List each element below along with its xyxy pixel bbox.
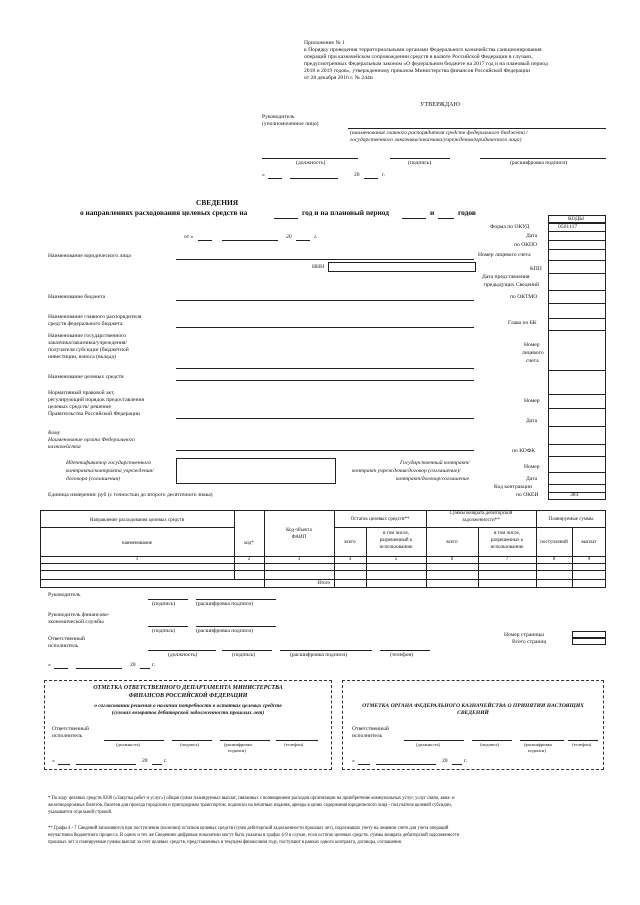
- mark-left-date-g: г.: [164, 758, 168, 764]
- mark-left-position-line[interactable]: [104, 740, 164, 741]
- main-manager-label: Наименование главного распорядителя: [48, 314, 142, 320]
- mark-left-month-line[interactable]: [76, 764, 136, 765]
- mark-left-resp: исполнитель: [52, 733, 83, 739]
- mark-right-title: ОТМЕТКА ОРГАНА ФЕДЕРАЛЬНОГО КАЗНАЧЕЙСТВА О ПРИНЯТИИ НАСТОЯЩИХ: [362, 703, 584, 709]
- customer-label: заказчика/заказчика/учреждения/: [48, 340, 127, 346]
- legal-act-label: регулирующий порядок предоставления: [48, 397, 145, 403]
- day-line[interactable]: [198, 240, 212, 241]
- th-code: код*: [244, 541, 254, 546]
- approve-decode-hint: (расшифровка подписи): [510, 160, 568, 166]
- mark-right-box: [342, 680, 604, 770]
- th-incl2: в том числе,: [494, 531, 520, 536]
- sign-head-label: Руководитель: [48, 592, 81, 598]
- okei-label: по ОКЕИ: [516, 492, 539, 498]
- mark-left-decode-line[interactable]: [220, 740, 270, 741]
- legal-act-label: Правительства Российской Федерации: [48, 411, 140, 417]
- okud-label: Форма по ОКУД: [490, 224, 530, 230]
- approve-head-label: Руководитель: [262, 114, 295, 120]
- prev-date-label: предыдущих Сведений: [484, 282, 540, 288]
- date-ot: от «: [184, 234, 194, 240]
- mark-left-title: ФИНАНСОВ РОССИЙСКОЙ ФЕДЕРАЦИИ: [128, 693, 248, 699]
- pages-total-field[interactable]: [572, 638, 606, 645]
- sign-date-20: 20: [130, 662, 136, 668]
- mark-left-sign-line[interactable]: [172, 740, 212, 741]
- col-num: 3: [297, 557, 301, 562]
- fin-label: Руководитель финансово-: [48, 612, 110, 618]
- pages-total-label: Всего страниц: [512, 639, 547, 645]
- mark-right-decode: (расшифровка: [524, 742, 552, 747]
- resp-label: исполнитель: [48, 643, 79, 649]
- approve-org-line[interactable]: [348, 128, 606, 129]
- target-name-label: Наименование целевых средств: [48, 374, 124, 380]
- kpp-label: КПП: [530, 266, 542, 272]
- resp-label: Ответственный: [48, 636, 85, 642]
- whom-label: Кому: [48, 430, 61, 436]
- id-label: Идентификатор государственного: [66, 460, 152, 466]
- approve-title: УТВЕРЖДАЮ: [420, 101, 460, 108]
- th-faip: Код объекта: [286, 528, 312, 533]
- footnote-1: * По коду целевых средств 0200 («Закупка работ и услуг») общая сумма планируемых выплат, связанных с возмещением расходов организации на приобретение коммунальных услуг, услуг связи, авиа- и: [48, 796, 455, 801]
- mark-left-position: (должность): [116, 742, 141, 747]
- legal-act-label: целевых средств/ решение: [48, 404, 111, 410]
- approve-sign-line[interactable]: [390, 158, 450, 159]
- th-sum-return: задолженности**: [462, 518, 500, 523]
- sign-head-line[interactable]: [148, 599, 188, 600]
- date-20: 20: [286, 234, 292, 240]
- col-num: 2: [247, 557, 251, 562]
- approve-date-quote: «: [262, 172, 265, 178]
- col-num: 1: [135, 557, 139, 562]
- mark-left-phone-line[interactable]: [276, 740, 318, 741]
- sign-year-line[interactable]: [140, 668, 150, 669]
- th-income: поступлений: [540, 540, 568, 545]
- mark-left-decode: подписи): [228, 748, 246, 753]
- resp-decode-line[interactable]: [280, 650, 372, 651]
- gos-label: контракт/договор/соглашение: [396, 476, 470, 482]
- approve-decode-line[interactable]: [480, 158, 606, 159]
- sign-day-line[interactable]: [54, 668, 68, 669]
- mark-right-year-line[interactable]: [452, 764, 462, 765]
- fin-label: экономической службы: [48, 619, 104, 625]
- account2-label: счета: [526, 358, 539, 364]
- id-label: договора (соглашения): [66, 476, 120, 482]
- id-label: контракта/контракта учреждения/: [66, 468, 154, 474]
- col-num: 6: [450, 557, 454, 562]
- customer-line[interactable]: [176, 368, 474, 369]
- doc-title: СВЕДЕНИЯ: [196, 198, 239, 207]
- th-sum-return: Суммы возврата дебиторской: [449, 511, 513, 516]
- th-faip: ФАИП: [291, 535, 307, 540]
- resp-position-line[interactable]: [148, 650, 216, 651]
- approve-sign-hint: (подпись): [408, 160, 432, 166]
- mark-left-sign: (подпись): [180, 742, 200, 747]
- whom-line[interactable]: [176, 450, 474, 451]
- th-payments: выплат: [581, 540, 597, 545]
- mark-right-resp: исполнитель: [352, 733, 383, 739]
- main-manager-label: средств федерального бюджета: [48, 321, 123, 327]
- phone-hint: (телефон): [390, 652, 414, 658]
- budget-name-label: Наименование бюджета: [48, 294, 106, 300]
- appendix-line: к Порядку проведения территориальными органами Федерального казначейства санкционирования: [304, 47, 542, 53]
- mark-right-sign-line[interactable]: [472, 740, 512, 741]
- customer-label: инвестиции, взноса (вклада): [48, 354, 116, 360]
- id-field[interactable]: [176, 458, 336, 484]
- sign-date-g: г.: [152, 662, 156, 668]
- footnote-2: неучастника бюджетного процесса. В одних и тех же Сведениях цифровые показатели могут быть указаны в графах 4-9 в случае, если остаток целевых средств, суммы возврата дебиторской задолженности: [48, 833, 460, 838]
- date-g: г.: [314, 234, 318, 240]
- mark-left-year-line[interactable]: [152, 764, 162, 765]
- mark-right-decode-line[interactable]: [520, 740, 564, 741]
- year-line[interactable]: [402, 218, 426, 219]
- appendix-title: Приложение № 1: [304, 40, 345, 46]
- doc-subtitle: год и на плановый период: [302, 208, 390, 217]
- th-planned: Планируемые суммы: [548, 517, 594, 522]
- page-num-field[interactable]: [572, 631, 606, 638]
- th-incl: в том числе,: [383, 531, 409, 536]
- nomer2-label: Номер: [524, 464, 540, 470]
- account-label: Номер лицевого счета: [478, 252, 531, 258]
- th-total2: всего: [446, 540, 458, 545]
- mark-right-decode: подписи): [528, 748, 546, 753]
- mark-right-resp: Ответственный: [352, 726, 389, 732]
- footnote-1: указывается отдельной строкой.: [48, 810, 113, 815]
- mark-left-sub: о согласовании решения о наличии потребности в остатках целевых средств: [94, 703, 282, 709]
- codes-header: КОДЫ: [568, 216, 585, 222]
- th-incl: использованию: [379, 545, 413, 550]
- glava-label: Глава по БК: [508, 320, 537, 326]
- mark-right-date-g: г.: [464, 758, 468, 764]
- mark-left-sub: (суммах возвратов дебиторской задолженности прошлых лет): [111, 710, 265, 716]
- gos-label: контракт учреждения/договор (соглашение)/: [352, 468, 461, 474]
- data2-label: Дата: [526, 476, 538, 482]
- approve-position-hint: (должность): [296, 160, 326, 166]
- customer-label: получателя субсидии (бюджетной: [48, 347, 129, 353]
- sign-hint: (подпись): [232, 652, 256, 658]
- decode-hint: (расшифровка подписи): [196, 601, 254, 607]
- mark-left-date-quote: «: [52, 758, 55, 764]
- mark-left-resp: Ответственный: [52, 726, 89, 732]
- mark-right-phone: (телефон): [572, 742, 592, 747]
- col-num: 5: [394, 557, 398, 562]
- th-incl2: разрешенных к: [490, 538, 524, 543]
- th-direction: Направление расходования целевых средств: [89, 518, 185, 523]
- footnote-2: ** Графы 4 - 7 Сведений заполняются при поступлении (наличии) остатков целевых средств (сумм дебиторской задолженности прошлых лет), подлежащих учету на лицевом счете для учета операций: [48, 826, 449, 831]
- month-line[interactable]: [222, 240, 278, 241]
- okud-value: 0501117: [558, 224, 578, 230]
- doc-subtitle: годов: [458, 208, 476, 217]
- approve-month-line[interactable]: [290, 178, 338, 179]
- sign-head-decode-line[interactable]: [196, 599, 276, 600]
- decode-hint: (расшифровка подписи): [290, 652, 348, 658]
- account2-label: лицевого: [522, 350, 544, 356]
- approve-day-line[interactable]: [268, 178, 282, 179]
- contract-code-label: Код контракции: [494, 484, 533, 490]
- mark-right-position-line[interactable]: [404, 740, 464, 741]
- customer-label: Наименование государственного: [48, 333, 127, 339]
- decode-hint: (расшифровка подписи): [196, 628, 254, 634]
- mark-right-month-line[interactable]: [376, 764, 436, 765]
- codes-column: [548, 223, 606, 500]
- footnote-1: железнодорожных билетов, билетов для проезда городским и пригородным транспортом, подписки на печатные издания, аренды в целях содержания юридического лица - получателя целевой субсидии,: [48, 803, 452, 808]
- inn-field[interactable]: [328, 262, 476, 272]
- prev-date-label: Дата представления: [482, 274, 530, 280]
- sign-date-quote: «: [48, 662, 51, 668]
- th-rest: Остаток целевых средств**: [350, 517, 410, 522]
- mark-left-day-line[interactable]: [58, 764, 70, 765]
- doc-subtitle: и: [430, 208, 435, 217]
- mark-right-date-20: 20: [442, 758, 448, 764]
- legal-name-label: Наименование юридического лица: [48, 253, 131, 259]
- position-hint: (должность): [168, 652, 198, 658]
- mark-left-date-20: 20: [142, 758, 148, 764]
- doc-subtitle: о направлениях расходования целевых средств на: [80, 208, 248, 217]
- appendix-line: предусмотренных Федеральным законом «О федеральном бюджете на 2017 год и на плановый период: [304, 61, 548, 67]
- total-label: Итого: [317, 581, 330, 586]
- appendix-line: от 28 декабря 2016 г. № 244н: [304, 75, 373, 81]
- appendix-line: 2018 и 2019 годов», утвержденному приказом Министерства финансов Российской Федерации: [304, 68, 530, 74]
- year-line[interactable]: [296, 240, 310, 241]
- col-num: 9: [587, 557, 591, 562]
- th-incl2: использованию: [490, 545, 524, 550]
- account2-label: Номер: [524, 342, 540, 348]
- inn-label: ИНН: [312, 264, 325, 270]
- target-name-line[interactable]: [176, 380, 474, 381]
- sign-month-line[interactable]: [76, 668, 122, 669]
- mark-left-phone: (телефон): [284, 742, 304, 747]
- okpo-label: по ОКПО: [514, 242, 538, 248]
- hofk-label: по КОФК: [512, 448, 536, 454]
- mark-right-title: СВЕДЕНИЙ: [457, 710, 489, 716]
- approve-year-line[interactable]: [364, 178, 378, 179]
- unit-label: Единица измерения: руб (с точностью до второго десятичного знака): [48, 492, 213, 498]
- whom-label: Наименование органа Федерального: [48, 437, 135, 443]
- mark-right-day-line[interactable]: [358, 764, 370, 765]
- year-line[interactable]: [438, 218, 454, 219]
- th-name: наименование: [121, 541, 153, 546]
- resp-sign-line[interactable]: [222, 650, 272, 651]
- legal-name-line[interactable]: [176, 259, 474, 260]
- mark-right-phone-line[interactable]: [568, 740, 598, 741]
- data-label: Дата: [526, 418, 538, 424]
- fin-decode-line[interactable]: [196, 626, 276, 627]
- approve-org-hint: (наименование главного распорядителя средств федерального бюджета /: [350, 130, 528, 136]
- page-num-label: Номер страницы: [504, 632, 544, 638]
- col-num: 8: [552, 557, 556, 562]
- nomer-label: Номер: [524, 398, 540, 404]
- resp-phone-line[interactable]: [380, 650, 430, 651]
- date-label: Дата: [526, 233, 538, 239]
- mark-right-sign: (подпись): [480, 742, 500, 747]
- okei-value: 383: [570, 492, 579, 498]
- appendix-line: операций при казначейском сопровождении средств в валюте Российской Федерации в случаях,: [304, 54, 534, 60]
- budget-name-line[interactable]: [176, 300, 474, 301]
- year-line[interactable]: [274, 218, 298, 219]
- approve-head-hint: (уполномоченное лицо): [262, 121, 319, 127]
- approve-date-year: 20: [354, 172, 360, 178]
- mark-left-title: ОТМЕТКА ОТВЕТСТВЕННОГО ДЕПАРТАМЕНТА МИНИСТЕРСТВА: [93, 685, 283, 691]
- approve-org-hint: государственного заказчика/заказчика/учреждения/юридического лица): [350, 137, 522, 143]
- sign-hint: (подпись): [152, 601, 176, 607]
- mark-right-date-quote: «: [352, 758, 355, 764]
- th-total: всего: [344, 540, 356, 545]
- gos-label: Государственный контракт/: [400, 460, 470, 466]
- approve-position-line[interactable]: [262, 158, 358, 159]
- whom-label: казначейства: [48, 444, 81, 450]
- approve-date-g: г.: [382, 172, 386, 178]
- mark-left-decode: (расшифровка: [224, 742, 252, 747]
- sign-hint: (подпись): [152, 628, 176, 634]
- footnote-2: прошлых лет и планируемые суммы выплат за счет целевых средств, представленных в текущем финансовом году, поступают в рамках одного контракта, договора, соглашения.: [48, 840, 402, 845]
- col-num: 7: [505, 557, 509, 562]
- col-num: 4: [348, 557, 352, 562]
- mark-right-position: (должность): [416, 742, 441, 747]
- main-manager-line[interactable]: [176, 327, 474, 328]
- legal-act-line[interactable]: [176, 418, 474, 419]
- th-incl: разрешенный к: [379, 538, 413, 543]
- oktmo-label: по ОКТМО: [510, 294, 538, 300]
- legal-act-label: Нормативный правовой акт,: [48, 390, 115, 396]
- fin-sign-line[interactable]: [148, 626, 188, 627]
